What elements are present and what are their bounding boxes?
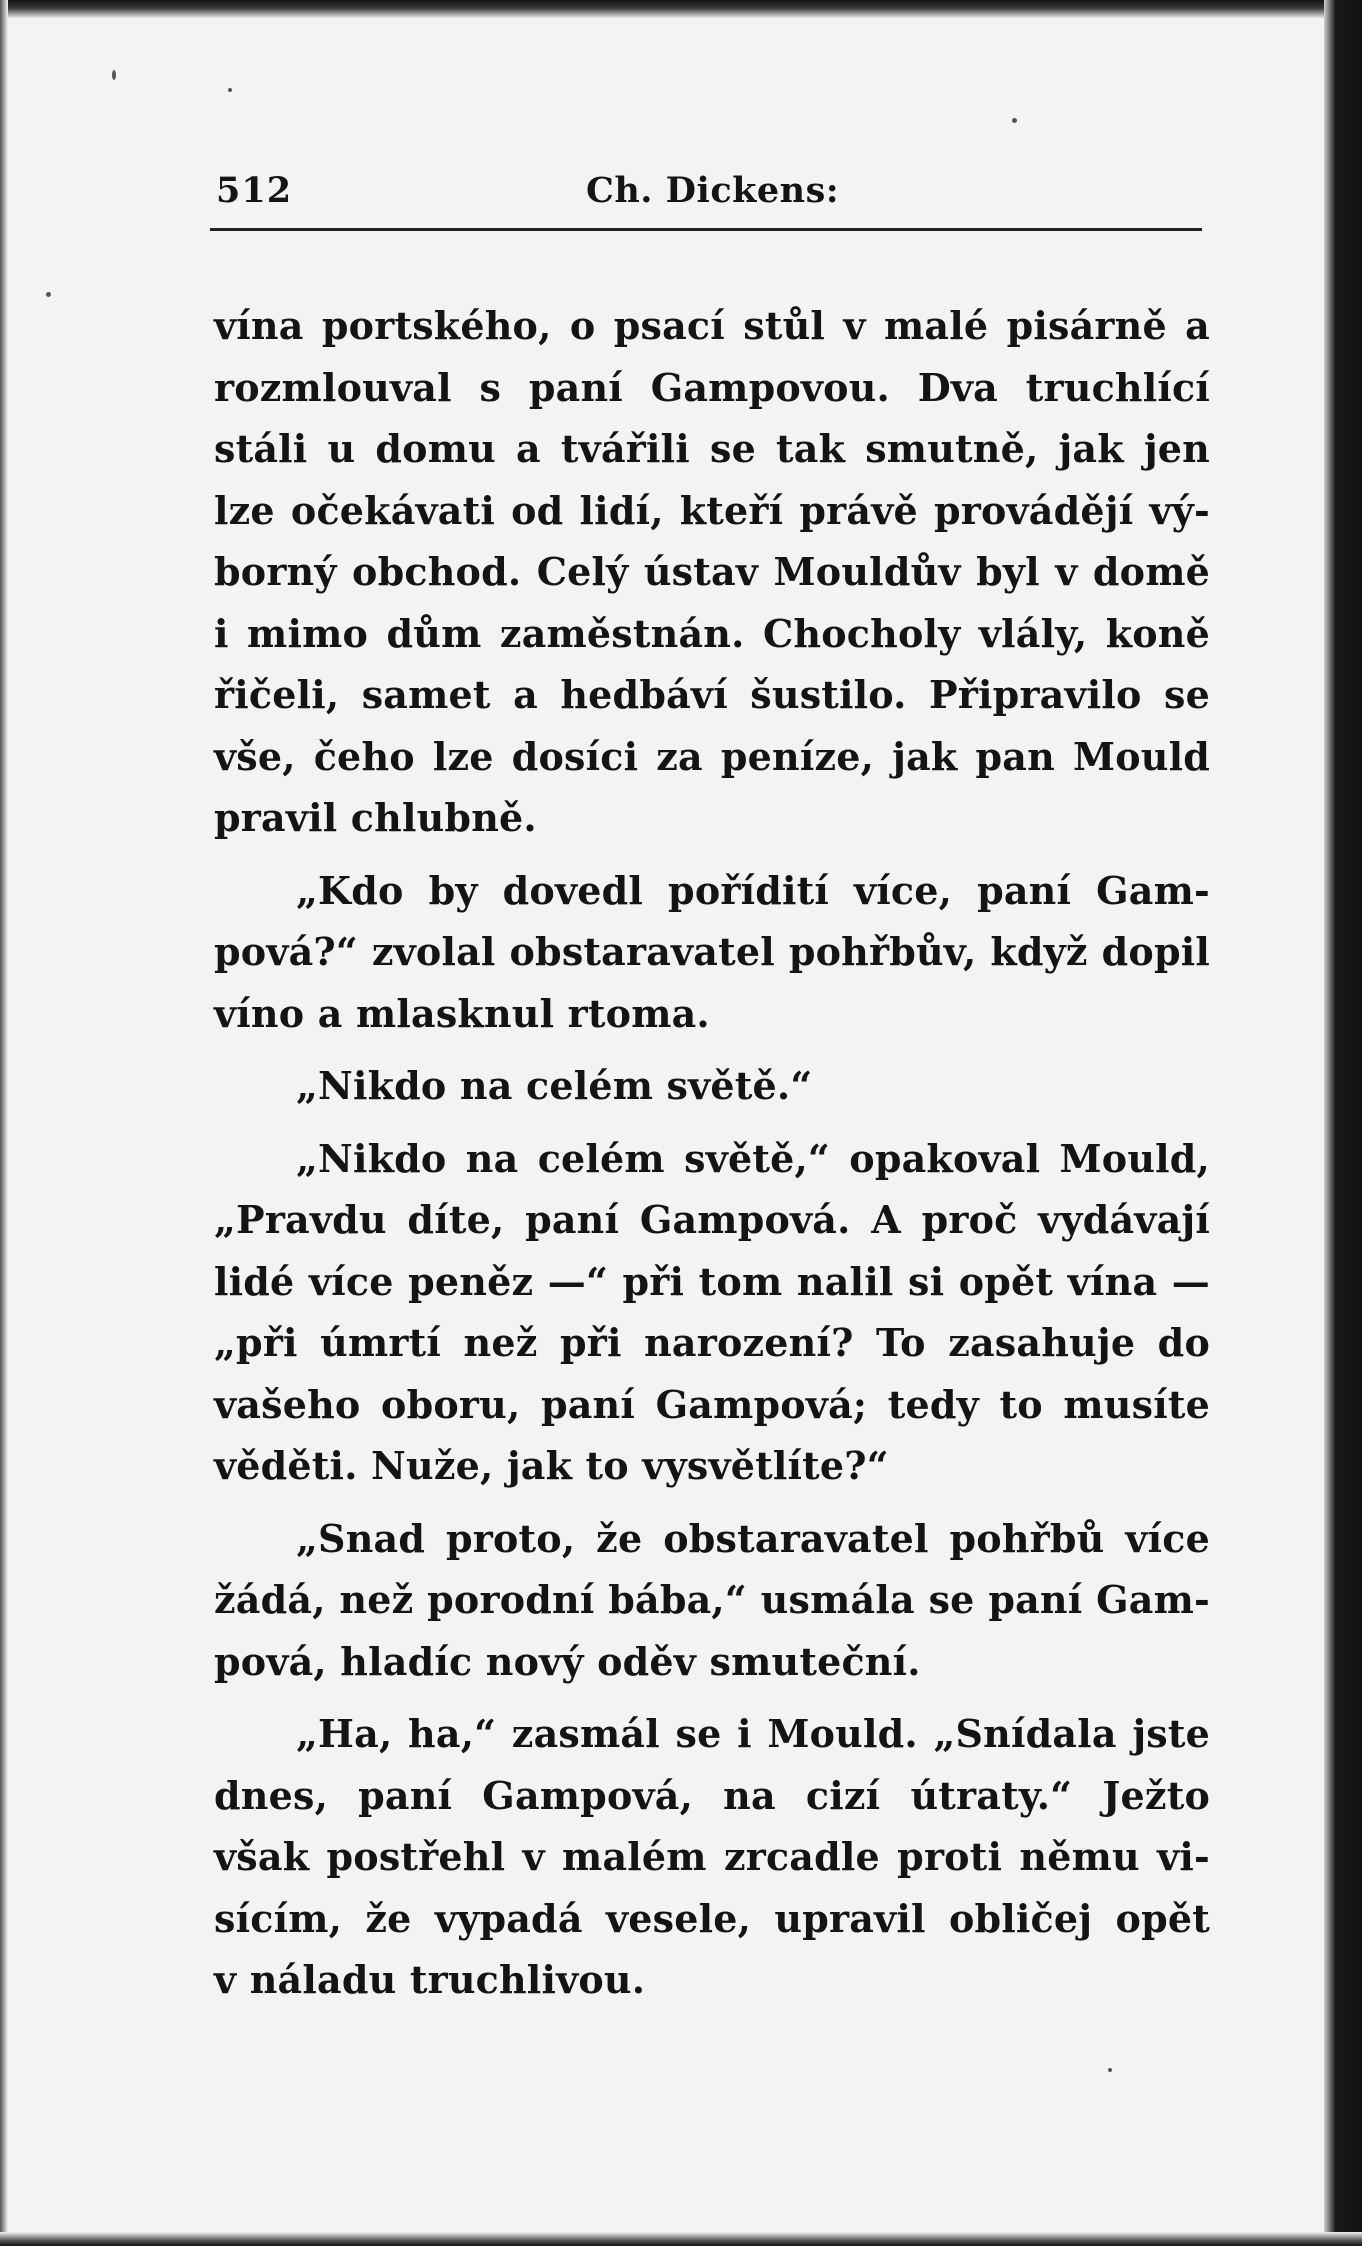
text-line: vše, čeho lze dosíci za peníze, jak pan Mould	[214, 733, 1210, 779]
text-line: lidé více peněz —“ při tom nalil si opět vína —	[214, 1258, 1210, 1304]
text-line: řičeli, samet a hedbáví šustilo. Připravilo se	[214, 672, 1210, 717]
text-line: pová, hladíc nový oděv smuteční.	[214, 1638, 921, 1684]
text-line: dnes, paní Gampová, na cizí útraty.“ Ježto	[214, 1772, 1210, 1818]
text-line: pravil chlubně.	[214, 795, 537, 840]
paragraph	[214, 860, 1210, 1045]
text-line: vína portského, o psací stůl v malé pisárně a	[214, 303, 1210, 348]
scan-edge-right	[1324, 0, 1362, 2246]
page-number: 512	[216, 170, 293, 211]
page-header	[216, 170, 1206, 222]
paragraph	[214, 1508, 1210, 1693]
text-line: i mimo dům zaměstnán. Chocholy vlály, koně	[214, 610, 1210, 656]
header-rule	[210, 228, 1202, 231]
paragraph	[214, 1055, 1210, 1117]
scan-speck	[1012, 118, 1017, 123]
paragraph	[214, 295, 1210, 849]
text-line: pová?“ zvolal obstaravatel pohřbův, když dopil	[214, 929, 1210, 974]
scan-edge-bottom	[0, 2232, 1362, 2246]
text-line: sícím, že vypadá vesele, upravil obličej opět	[214, 1895, 1210, 1941]
text-line: víno a mlasknul rtoma.	[214, 990, 710, 1036]
text-line: „Kdo by dovedl pořídití více, paní Gam-	[296, 867, 1210, 913]
paragraph	[214, 1128, 1210, 1497]
text-line: „Ha, ha,“ zasmál se i Mould. „Snídala jste	[296, 1711, 1210, 1756]
text-line: v náladu truchlivou.	[214, 1957, 646, 2002]
scan-speck	[46, 292, 51, 297]
text-line: však postřehl v malém zrcadle proti němu vi-	[214, 1834, 1210, 1879]
text-line: stáli u domu a tvářili se tak smutně, jak jen	[214, 426, 1210, 471]
text-line: vašeho oboru, paní Gampová; tedy to musíte	[214, 1381, 1210, 1427]
body-text	[214, 295, 1210, 2022]
text-line: rozmlouval s paní Gampovou. Dva truchlící	[214, 364, 1210, 410]
text-line: „Nikdo na celém světě,“ opakoval Mould,	[296, 1135, 1210, 1181]
scan-speck	[112, 70, 116, 80]
text-line: věděti. Nuže, jak to vysvětlíte?“	[214, 1443, 889, 1488]
running-head: Ch. Dickens:	[586, 170, 840, 211]
scan-speck	[1108, 2068, 1112, 2072]
text-line: lze očekávati od lidí, kteří právě provádějí vý-	[214, 487, 1210, 533]
text-line: „při úmrtí než při narození? To zasahuje do	[214, 1320, 1210, 1365]
scan-edge-top	[0, 0, 1362, 18]
text-line: borný obchod. Celý ústav Mouldův byl v domě	[214, 549, 1210, 594]
text-line: žádá, než porodní bába,“ usmála se paní Gam-	[214, 1577, 1210, 1622]
scan-speck	[228, 88, 232, 92]
text-line: „Snad proto, že obstaravatel pohřbů více	[296, 1515, 1210, 1561]
paragraph	[214, 1703, 1210, 2011]
text-line: „Nikdo na celém světě.“	[296, 1063, 813, 1108]
text-line: „Pravdu díte, paní Gampová. A proč vydávají	[214, 1197, 1210, 1242]
scan-edge-left	[0, 0, 8, 2246]
